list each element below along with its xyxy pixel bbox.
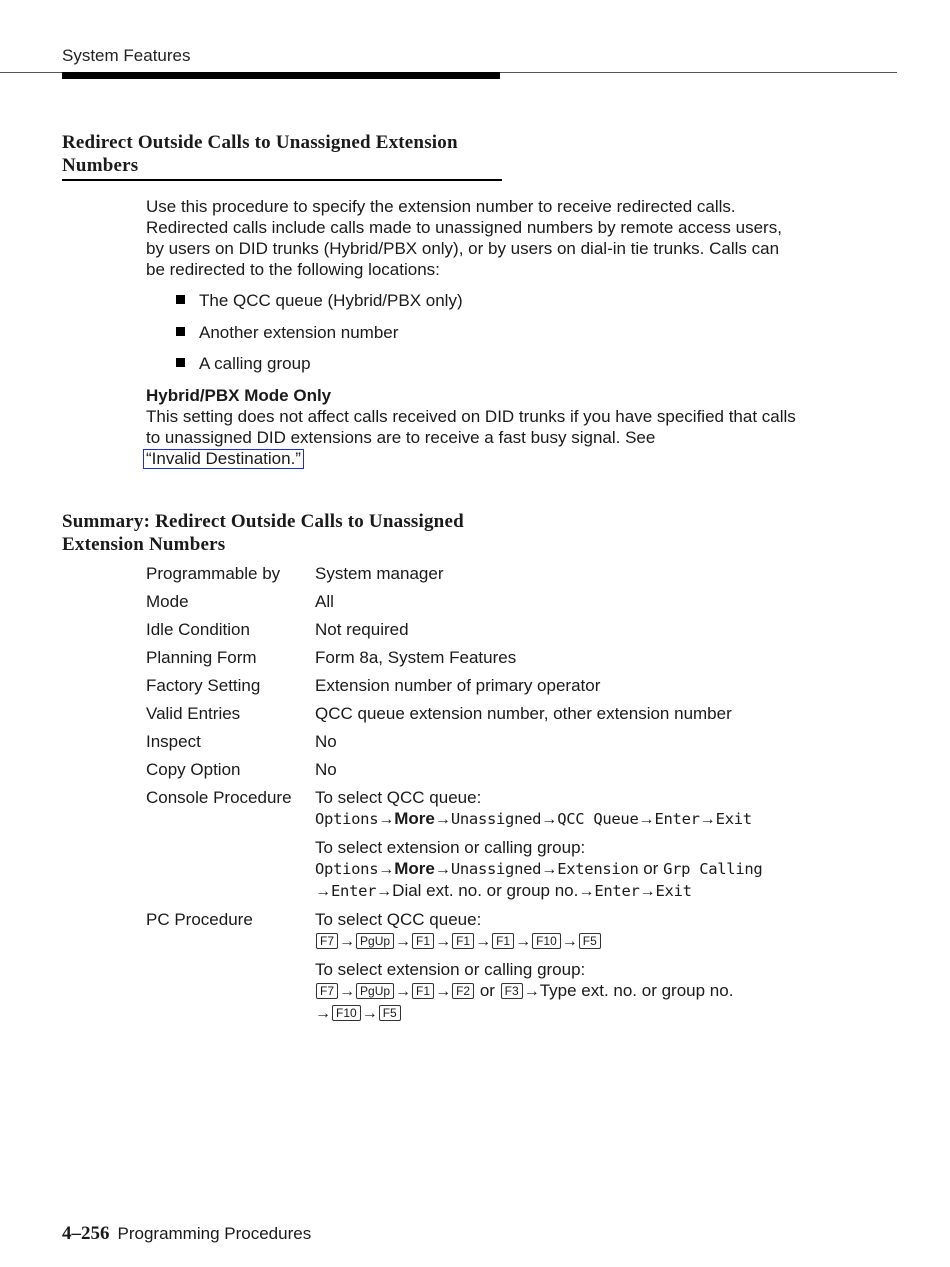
arrow-icon: →: [376, 883, 393, 900]
note-text: This setting does not affect calls received on DID trunks if you have specified that calls to unassigned DID extensions are to receive a fast busy signal. See: [146, 406, 796, 447]
arrow-icon: →: [541, 811, 558, 828]
arrow-icon: →: [395, 933, 412, 950]
console-step: Unassigned: [450, 810, 542, 828]
arrow-icon: →: [541, 861, 558, 878]
f1-key: F1: [412, 933, 434, 949]
page-number: 4–256: [62, 1223, 110, 1244]
row-value: No: [315, 732, 337, 751]
arrow-icon: →: [523, 983, 540, 1000]
row-value: System manager: [315, 564, 444, 583]
console-step: Dial ext. no. or group no.: [392, 881, 579, 900]
row-label: Console Procedure: [146, 788, 292, 807]
arrow-icon: →: [315, 883, 331, 900]
header-rule-thick: [62, 72, 500, 79]
console-step: Enter: [594, 882, 640, 900]
arrow-icon: →: [434, 861, 451, 878]
arrow-icon: →: [515, 933, 532, 950]
f3-key: F3: [501, 983, 523, 999]
pc-procedure-steps: [315, 909, 826, 1024]
location-list: [146, 290, 796, 374]
arrow-icon: →: [435, 933, 452, 950]
row-label: Programmable by: [146, 564, 281, 583]
console-ext-steps: [315, 858, 826, 880]
console-qcc-steps: [315, 808, 826, 830]
row-label: Inspect: [146, 732, 201, 751]
arrow-icon: →: [378, 861, 395, 878]
arrow-icon: →: [378, 811, 395, 828]
f10-key: F10: [332, 1005, 361, 1021]
arrow-icon: →: [578, 883, 595, 900]
note-paragraph: [146, 406, 796, 469]
f2-key: F2: [452, 983, 474, 999]
arrow-icon: →: [315, 1005, 331, 1022]
bullet-icon: [176, 358, 185, 367]
note-heading: Hybrid/PBX Mode Only: [146, 385, 332, 405]
pc-ext-steps-cont: [315, 1002, 826, 1024]
pc-ext-steps: [315, 980, 826, 1002]
row-label: Idle Condition: [146, 620, 250, 639]
row-label: Factory Setting: [146, 676, 261, 695]
arrow-icon: →: [561, 933, 578, 950]
console-step: Exit: [655, 882, 692, 900]
arrow-icon: →: [395, 983, 412, 1000]
f10-key: F10: [532, 933, 561, 949]
row-value: No: [315, 760, 337, 779]
table-row: [146, 759, 826, 780]
pc-procedure-row: [146, 909, 826, 1024]
f1-key: F1: [452, 933, 474, 949]
f7-key: F7: [316, 983, 338, 999]
table-row: [146, 731, 826, 752]
row-label: Mode: [146, 592, 189, 611]
list-item: [146, 353, 796, 374]
table-row: [146, 563, 826, 584]
table-row: [146, 591, 826, 612]
body-text: [146, 196, 796, 469]
console-step: Grp Calling: [663, 860, 763, 878]
page-footer: [62, 1223, 311, 1245]
summary-title: Summary: Redirect Outside Calls to Unassigned Extension Numbers: [62, 511, 464, 555]
intro-paragraph: Use this procedure to specify the extension number to receive redirected calls. Redirected calls include calls made to unassigned numbers by remote access users, by users on DID trunks (Hybrid/PBX only), or by users on dial-in tie trunks. Calls can be redirected to the following locations:: [146, 197, 782, 279]
list-item-text: A calling group: [199, 354, 311, 373]
arrow-icon: →: [339, 983, 356, 1000]
row-label: Valid Entries: [146, 704, 241, 723]
f5-key: F5: [379, 1005, 401, 1021]
arrow-icon: →: [434, 811, 451, 828]
console-step: Unassigned: [450, 860, 542, 878]
row-value: Form 8a, System Features: [315, 648, 517, 667]
console-step: More: [394, 859, 435, 878]
row-value: QCC queue extension number, other extension number: [315, 704, 732, 723]
pgup-key: PgUp: [356, 983, 394, 999]
pc-step: Type ext. no. or group no.: [539, 981, 734, 1000]
console-step: Extension: [557, 860, 639, 878]
table-row: [146, 647, 826, 668]
or-text: or: [479, 981, 495, 1000]
f1-key: F1: [412, 983, 434, 999]
list-item: [146, 290, 796, 311]
table-row: [146, 703, 826, 724]
console-procedure-steps: [315, 787, 826, 902]
invalid-destination-link[interactable]: “Invalid Destination.”: [143, 449, 304, 469]
f1-key: F1: [492, 933, 514, 949]
console-step: Options: [315, 860, 379, 878]
arrow-icon: →: [435, 983, 452, 1000]
pgup-key: PgUp: [356, 933, 394, 949]
console-step: More: [394, 809, 435, 828]
section-title: Redirect Outside Calls to Unassigned Extension Numbers: [62, 131, 502, 181]
console-ext-intro: To select extension or calling group:: [315, 838, 586, 857]
running-head: System Features: [62, 46, 191, 65]
console-ext-steps-cont: [315, 880, 826, 902]
table-row: [146, 619, 826, 640]
footer-section: Programming Procedures: [117, 1224, 312, 1243]
or-text: or: [643, 859, 659, 878]
bullet-icon: [176, 295, 185, 304]
row-value: Extension number of primary operator: [315, 676, 601, 695]
console-step: Exit: [715, 810, 752, 828]
row-label: Planning Form: [146, 648, 257, 667]
pc-ext-intro: To select extension or calling group:: [315, 960, 586, 979]
console-step: Enter: [331, 882, 377, 900]
arrow-icon: →: [361, 1005, 378, 1022]
row-label: PC Procedure: [146, 910, 253, 929]
row-label: Copy Option: [146, 760, 241, 779]
f5-key: F5: [579, 933, 601, 949]
pc-qcc-steps: [315, 930, 826, 952]
console-step: Options: [315, 810, 379, 828]
console-procedure-row: [146, 787, 826, 902]
list-item-text: Another extension number: [199, 322, 399, 342]
f7-key: F7: [316, 933, 338, 949]
console-step: QCC Queue: [557, 810, 639, 828]
table-row: [146, 675, 826, 696]
console-qcc-intro: To select QCC queue:: [315, 788, 482, 807]
summary-table: [146, 563, 826, 1031]
arrow-icon: →: [339, 933, 356, 950]
arrow-icon: →: [639, 883, 656, 900]
pc-qcc-intro: To select QCC queue:: [315, 910, 482, 929]
list-item-text: The QCC queue (Hybrid/PBX only): [199, 291, 463, 310]
arrow-icon: →: [699, 811, 716, 828]
console-step: Enter: [654, 810, 700, 828]
arrow-icon: →: [638, 811, 655, 828]
arrow-icon: →: [475, 933, 492, 950]
row-value: Not required: [315, 620, 409, 639]
list-item: [146, 322, 796, 343]
bullet-icon: [176, 327, 185, 336]
row-value: All: [315, 592, 334, 611]
